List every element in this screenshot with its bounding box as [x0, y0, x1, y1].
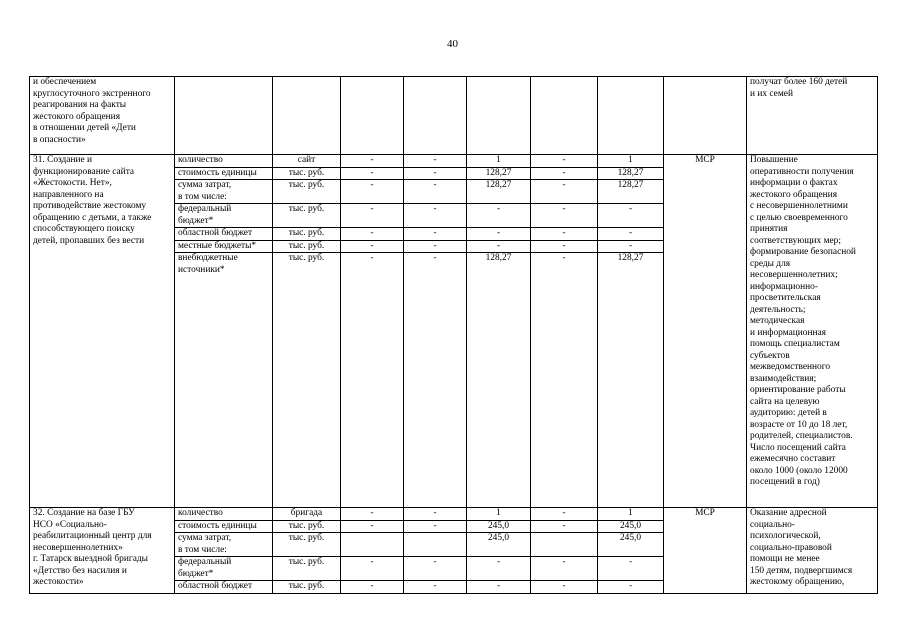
- result-cell: получат более 160 детей и их семей: [747, 77, 878, 155]
- table-row: федеральный бюджет* тыс. руб. - - - - -: [30, 204, 878, 228]
- table-row: 31. Создание и функционирование сайта «Жестокости. Нет», направленного на противодействие жестокому обращению с детьми, а также способствующего поиску детей, пропавших без вести количество сайт - - 1 - 1 МСР Повышение оперативности получения информации о фактах жестокого обращения с несовершеннолетними с целью своевременного принятия соответствующих мер; формирование безопасной среды для несовершеннолетних; информационно- просветительская деятельность; методическая и информационная помощь специалистам субъектов межведомственного взаимодействия; ориентирование работы сайта на целевую аудиторию: детей в возрасте от 10 до 18 лет, родителей, специалистов. Число посещений сайта ежемесячно составит около 1000 (около 12000 посещений в год): [30, 155, 878, 168]
- activity-name-cell: 31. Создание и функционирование сайта «Жестокости. Нет», направленного на противодействие жестокому обращению с детьми, а также способствующего поиску детей, пропавших без вести: [30, 155, 175, 508]
- table-row: федеральный бюджет* тыс. руб. - - - - -: [30, 557, 878, 581]
- table-row: внебюджетные источники* тыс. руб. - - 128,27 - 128,27: [30, 253, 878, 508]
- page-number: 40: [447, 38, 458, 50]
- table-row: сумма затрат, в том числе: тыс. руб. 245,0 245,0: [30, 533, 878, 557]
- result-cell: Оказание адресной социально- психологической, социально-правовой помощи не менее 150 детям, подвергшимся жестокому обращению,: [747, 508, 878, 594]
- table-row: 32. Создание на базе ГБУ НСО «Социально- реабилитационный центр для несовершеннолетних» г. Татарск выездной бригады «Детство без насилия и жестокости» количество бригада - - 1 - 1 МСР Оказание адресной социально- психологической, социально-правовой помощи не менее 150 детям, подвергшимся жестокому обращению,: [30, 508, 878, 521]
- table-row: местные бюджеты* тыс. руб. - - - - -: [30, 240, 878, 253]
- table-row: областной бюджет тыс. руб. - - - - -: [30, 581, 878, 594]
- table-row: стоимость единицы тыс. руб. - - 245,0 - 245,0: [30, 520, 878, 533]
- table-row: сумма затрат, в том числе: тыс. руб. - - 128,27 - 128,27: [30, 180, 878, 204]
- activity-name-cell: и обеспечением круглосуточного экстренного реагирования на факты жестокого обращения в отношении детей «Дети в опасности»: [30, 77, 175, 155]
- top-row: [30, 77, 878, 155]
- table-row: областной бюджет тыс. руб. - - - - -: [30, 228, 878, 241]
- table-row: стоимость единицы тыс. руб. - - 128,27 - 128,27: [30, 167, 878, 180]
- executor-cell: МСР: [664, 508, 747, 594]
- result-cell: Повышение оперативности получения информации о фактах жестокого обращения с несовершеннолетними с целью своевременного принятия соответствующих мер; формирование безопасной среды для несовершеннолетних; информационно- просветительская деятельность; методическая и информационная помощь специалистам субъектов межведомственного взаимодействия; ориентирование работы сайта на целевую аудиторию: детей в возрасте от 10 до 18 лет, родителей, специалистов. Число посещений сайта ежемесячно составит около 1000 (около 12000 посещений в год): [747, 155, 878, 508]
- activity-name-cell: 32. Создание на базе ГБУ НСО «Социально- реабилитационный центр для несовершеннолетних» г. Татарск выездной бригады «Детство без насилия и жестокости»: [30, 508, 175, 594]
- executor-cell: МСР: [664, 155, 747, 508]
- program-table: [29, 76, 878, 594]
